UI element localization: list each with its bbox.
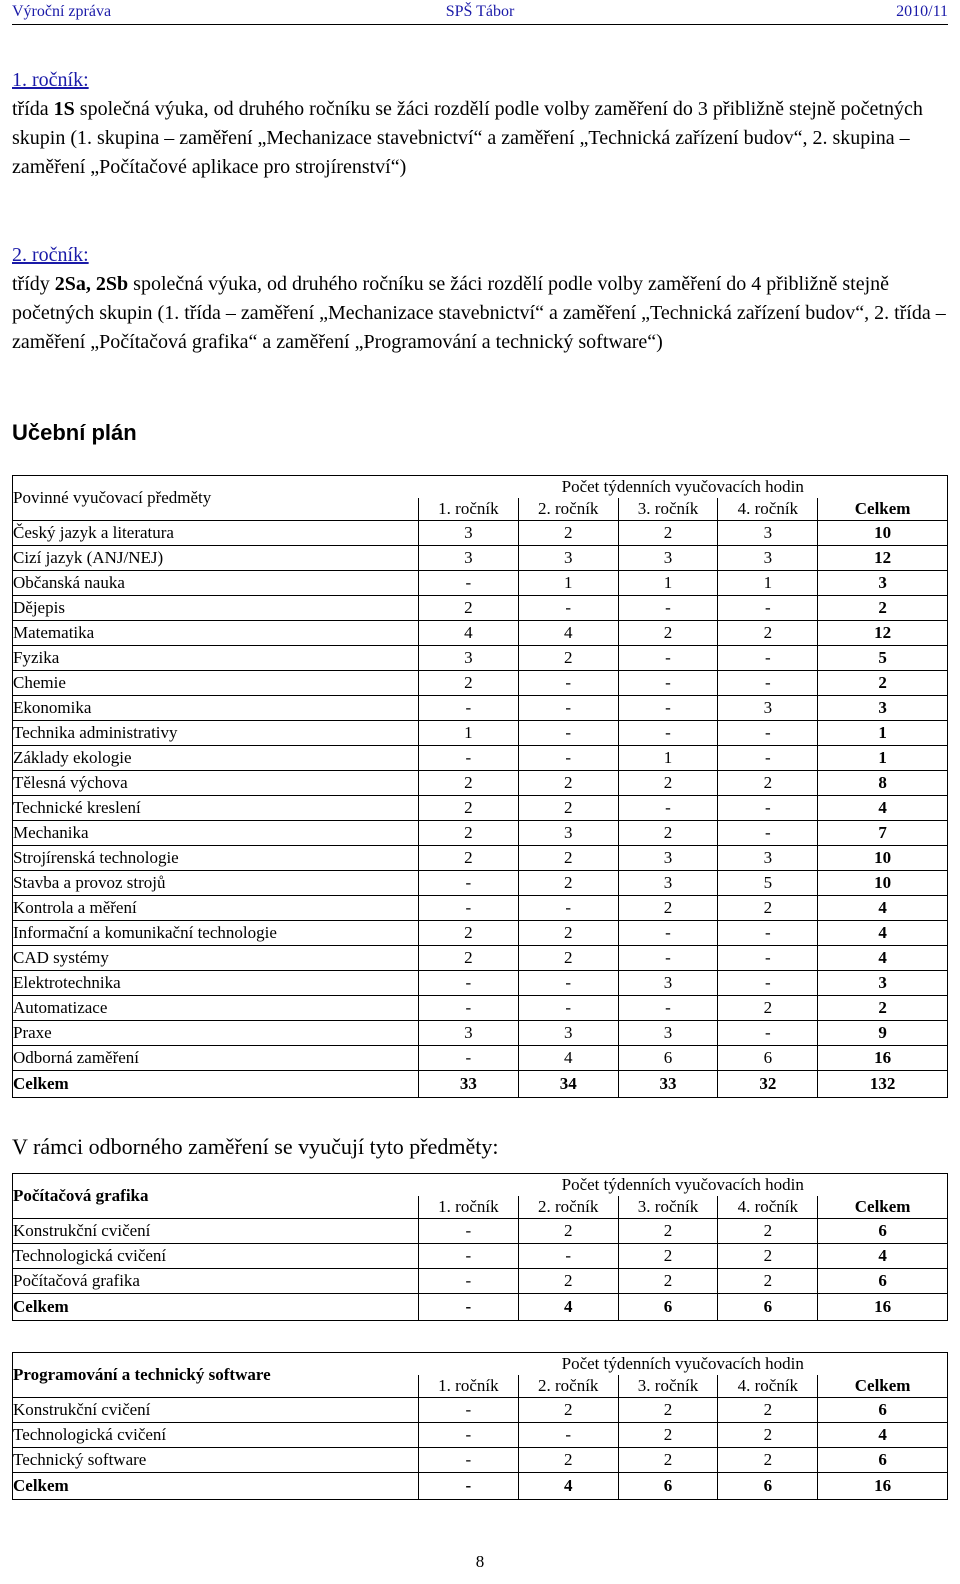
hours-cell: 12 [818,546,948,571]
hours-cell: 6 [618,1046,718,1071]
subject-name: Technologická cvičení [13,1244,419,1269]
hours-cell: - [418,1046,518,1071]
hours-cell: 4 [818,896,948,921]
subject-name: Občanská nauka [13,571,419,596]
table-row [13,546,948,571]
hours-cell: 1 [818,721,948,746]
hours-cell: 4 [818,946,948,971]
year2-text-pre: třídy [12,273,55,295]
page-header [12,0,948,25]
hours-cell: 2 [618,1219,718,1244]
hours-cell: - [618,796,718,821]
hours-cell: 3 [418,1021,518,1046]
hours-cell: 2 [718,771,818,796]
hours-cell: - [518,696,618,721]
hours-cell: 2 [518,646,618,671]
hours-cell: 3 [818,696,948,721]
hours-cell: 2 [718,1244,818,1269]
table-total-row [13,1294,948,1321]
hours-cell: 2 [618,896,718,921]
hours-cell: 3 [718,846,818,871]
subject-name: Odborná zaměření [13,1046,419,1071]
hours-cell: 2 [818,671,948,696]
table-row [13,671,948,696]
hours-cell: 2 [518,521,618,546]
hours-cell: 2 [618,821,718,846]
software-table [12,1352,948,1500]
hours-cell: 8 [818,771,948,796]
subject-name: Mechanika [13,821,419,846]
column-header: 4. ročník [718,498,818,521]
table-row [13,996,948,1021]
hours-cell: 2 [418,921,518,946]
total-cell: - [418,1473,518,1500]
hours-cell: 2 [718,1269,818,1294]
hours-cell: 2 [718,1398,818,1423]
subject-name: Strojírenská technologie [13,846,419,871]
hours-cell: - [418,1448,518,1473]
grafika-table [12,1173,948,1321]
hours-cell: - [518,746,618,771]
year1-text-post: společná výuka, od druhého ročníku se žáci rozdělí podle volby zaměření do 3 přibližně stejně početných skupin (1. skupina – zaměření „Mechanizace stavebnictví“ a zaměření „Technická zařízení budov“, 2. skupina – zaměření „Počítačové aplikace pro strojírenství“) [12,98,923,178]
hours-cell: 2 [518,771,618,796]
table-row [13,596,948,621]
total-cell: 6 [718,1473,818,1500]
subject-name: Technika administrativy [13,721,419,746]
hours-cell: - [718,1021,818,1046]
table-title: Povinné vyučovací předměty [13,476,419,521]
subject-name: Praxe [13,1021,419,1046]
table-row [13,746,948,771]
subject-name: Konstrukční cvičení [13,1219,419,1244]
total-cell: 6 [718,1294,818,1321]
year1-text-pre: třída [12,98,54,120]
hours-cell: - [518,1244,618,1269]
year2-text-post: společná výuka, od druhého ročníku se žáci rozdělí podle volby zaměření do 4 přibližně stejně početných skupin (1. třída – zaměření „Mechanizace stavebnictví“ a zaměření „Technická zařízení budov“, 2. třída – zaměření „Počítačová grafika“ a zaměření „Programování a technický software“) [12,273,946,353]
column-header: 3. ročník [618,1375,718,1398]
hours-cell: 4 [818,921,948,946]
hours-cell: 2 [518,946,618,971]
total-cell: - [418,1294,518,1321]
table-row [13,1423,948,1448]
hours-cell: 2 [418,596,518,621]
hours-cell: - [718,796,818,821]
hours-cell: - [718,596,818,621]
table-row [13,846,948,871]
hours-cell: 12 [818,621,948,646]
subject-name: Kontrola a měření [13,896,419,921]
header-center: SPŠ Tábor [445,3,515,20]
hours-cell: 4 [518,1046,618,1071]
hours-cell: 4 [518,621,618,646]
total-cell: 16 [818,1473,948,1500]
table-row [13,571,948,596]
hours-cell: 2 [718,896,818,921]
table-row [13,896,948,921]
hours-cell: 2 [718,1423,818,1448]
hours-cell: - [518,996,618,1021]
table-row [13,821,948,846]
column-header: Celkem [818,1196,948,1219]
hours-cell: - [418,1244,518,1269]
column-header: 2. ročník [518,1375,618,1398]
hours-cell: 2 [518,846,618,871]
hours-cell: 3 [618,971,718,996]
total-cell: 4 [518,1473,618,1500]
hours-cell: 3 [618,546,718,571]
hours-cell: - [618,721,718,746]
year2-paragraph [12,241,952,357]
hours-cell: 3 [618,1021,718,1046]
year2-heading: 2. ročník: [12,244,89,266]
table-title: Programování a technický software [13,1353,419,1398]
year1-heading: 1. ročník: [12,69,89,91]
hours-cell: 5 [818,646,948,671]
hours-cell: - [418,1269,518,1294]
column-header: Celkem [818,1375,948,1398]
table-row [13,646,948,671]
hours-cell: - [518,1423,618,1448]
hours-cell: - [718,971,818,996]
hours-cell: - [418,1398,518,1423]
table-header-row [13,1174,948,1197]
hours-cell: - [418,1219,518,1244]
total-cell: 6 [618,1294,718,1321]
hours-cell: 3 [818,571,948,596]
hours-cell: 3 [618,846,718,871]
column-header: 1. ročník [418,1196,518,1219]
hours-cell: 3 [618,871,718,896]
total-cell: 6 [618,1473,718,1500]
hours-cell: - [718,671,818,696]
subject-name: Elektrotechnika [13,971,419,996]
table-title: Počítačová grafika [13,1174,419,1219]
total-cell: 32 [718,1071,818,1098]
hours-cell: 2 [618,771,718,796]
subject-name: Informační a komunikační technologie [13,921,419,946]
hours-cell: 1 [818,746,948,771]
hours-cell: - [518,971,618,996]
hours-cell: - [418,996,518,1021]
subject-name: Základy ekologie [13,746,419,771]
hours-cell: - [718,821,818,846]
hours-cell: 2 [618,1448,718,1473]
subject-name: Automatizace [13,996,419,1021]
hours-cell: 2 [518,1448,618,1473]
hours-cell: 4 [818,1423,948,1448]
subject-name: Cizí jazyk (ANJ/NEJ) [13,546,419,571]
column-header: Celkem [818,498,948,521]
hours-cell: 3 [518,821,618,846]
subject-name: Fyzika [13,646,419,671]
hours-cell: 2 [718,1219,818,1244]
hours-cell: - [618,946,718,971]
hours-cell: 3 [718,546,818,571]
hours-cell: 6 [718,1046,818,1071]
table-row [13,621,948,646]
hours-cell: 2 [618,1269,718,1294]
page-number: 8 [475,1552,485,1571]
hours-cell: 7 [818,821,948,846]
column-header: 3. ročník [618,1196,718,1219]
column-header: 3. ročník [618,498,718,521]
total-cell: 33 [618,1071,718,1098]
hours-cell: 2 [618,1423,718,1448]
specialization-subtitle: V rámci odborného zaměření se vyučují tyto předměty: [12,1134,499,1159]
subject-name: Technický software [13,1448,419,1473]
subject-name: Matematika [13,621,419,646]
hours-cell: 2 [718,1448,818,1473]
column-header: 4. ročník [718,1375,818,1398]
hours-cell: - [718,746,818,771]
hours-cell: - [418,871,518,896]
hours-cell: 4 [818,796,948,821]
hours-cell: 3 [518,546,618,571]
table-row [13,971,948,996]
hours-cell: 3 [718,696,818,721]
column-header: 1. ročník [418,498,518,521]
section-title: Učební plán [12,420,137,445]
hours-cell: 2 [418,821,518,846]
hours-cell: 5 [718,871,818,896]
hours-cell: 2 [418,846,518,871]
total-cell: 34 [518,1071,618,1098]
hours-cell: 2 [618,1398,718,1423]
hours-cell: 16 [818,1046,948,1071]
hours-cell: - [718,921,818,946]
total-label: Celkem [13,1294,419,1321]
hours-cell: - [418,971,518,996]
hours-cell: - [418,746,518,771]
hours-cell: - [518,671,618,696]
hours-cell: - [418,571,518,596]
hours-cell: 2 [618,1244,718,1269]
hours-cell: 2 [518,1398,618,1423]
subject-name: CAD systémy [13,946,419,971]
hours-cell: 10 [818,846,948,871]
column-header: 4. ročník [718,1196,818,1219]
subject-name: Konstrukční cvičení [13,1398,419,1423]
total-cell: 4 [518,1294,618,1321]
hours-cell: 2 [518,871,618,896]
hours-cell: - [618,996,718,1021]
table-row [13,796,948,821]
table-row [13,771,948,796]
hours-cell: 4 [418,621,518,646]
column-header: 2. ročník [518,1196,618,1219]
hours-cell: - [718,946,818,971]
hours-span-header: Počet týdenních vyučovacích hodin [418,1174,947,1197]
hours-cell: 3 [518,1021,618,1046]
hours-cell: - [518,721,618,746]
subject-name: Český jazyk a literatura [13,521,419,546]
subject-name: Ekonomika [13,696,419,721]
hours-cell: 2 [718,621,818,646]
hours-cell: - [418,696,518,721]
table-header-row [13,1353,948,1376]
header-right: 2010/11 [896,3,948,20]
hours-cell: - [718,646,818,671]
subject-name: Technologická cvičení [13,1423,419,1448]
table-row [13,1244,948,1269]
total-label: Celkem [13,1071,419,1098]
year1-class: 1S [53,98,75,120]
hours-cell: 2 [818,596,948,621]
subject-name: Počítačová grafika [13,1269,419,1294]
hours-cell: - [618,596,718,621]
table-row [13,521,948,546]
subject-name: Chemie [13,671,419,696]
hours-cell: 2 [618,521,718,546]
hours-cell: 4 [818,1244,948,1269]
hours-cell: 2 [718,996,818,1021]
main-plan-table [12,475,948,1098]
hours-cell: 1 [618,571,718,596]
hours-cell: 2 [418,796,518,821]
table-row [13,1219,948,1244]
table-row [13,871,948,896]
hours-span-header: Počet týdenních vyučovacích hodin [418,1353,947,1376]
subject-name: Tělesná výchova [13,771,419,796]
total-cell: 132 [818,1071,948,1098]
hours-cell: - [418,896,518,921]
hours-cell: - [718,721,818,746]
hours-cell: 6 [818,1219,948,1244]
hours-cell: - [418,1423,518,1448]
hours-cell: 2 [418,946,518,971]
hours-cell: - [518,896,618,921]
hours-cell: - [618,671,718,696]
hours-cell: 2 [418,771,518,796]
table-row [13,1021,948,1046]
hours-cell: 10 [818,521,948,546]
total-label: Celkem [13,1473,419,1500]
hours-cell: 2 [618,621,718,646]
hours-cell: 2 [418,671,518,696]
hours-cell: 3 [718,521,818,546]
table-row [13,921,948,946]
table-row [13,721,948,746]
hours-cell: 2 [518,1269,618,1294]
total-cell: 33 [418,1071,518,1098]
column-header: 1. ročník [418,1375,518,1398]
hours-cell: - [618,646,718,671]
hours-cell: 3 [418,646,518,671]
hours-cell: 10 [818,871,948,896]
table-total-row [13,1473,948,1500]
hours-cell: 6 [818,1448,948,1473]
hours-cell: 6 [818,1398,948,1423]
table-row [13,696,948,721]
hours-cell: 3 [818,971,948,996]
table-total-row [13,1071,948,1098]
hours-cell: 9 [818,1021,948,1046]
hours-cell: 2 [818,996,948,1021]
hours-cell: 1 [418,721,518,746]
hours-cell: 2 [518,921,618,946]
year2-class: 2Sa, 2Sb [54,273,129,295]
total-cell: 16 [818,1294,948,1321]
hours-cell: 1 [618,746,718,771]
hours-cell: 1 [518,571,618,596]
table-row [13,1448,948,1473]
hours-cell: 3 [418,546,518,571]
hours-cell: - [518,596,618,621]
table-row [13,946,948,971]
hours-cell: - [618,696,718,721]
table-row [13,1398,948,1423]
hours-cell: 1 [718,571,818,596]
subject-name: Dějepis [13,596,419,621]
subject-name: Stavba a provoz strojů [13,871,419,896]
hours-cell: - [618,921,718,946]
hours-cell: 3 [418,521,518,546]
hours-span-header: Počet týdenních vyučovacích hodin [418,476,947,499]
hours-cell: 2 [518,796,618,821]
column-header: 2. ročník [518,498,618,521]
hours-cell: 2 [518,1219,618,1244]
table-header-row [13,476,948,499]
subject-name: Technické kreslení [13,796,419,821]
table-row [13,1269,948,1294]
table-row [13,1046,948,1071]
hours-cell: 6 [818,1269,948,1294]
header-left: Výroční zpráva [12,3,112,20]
year1-paragraph [12,66,952,182]
